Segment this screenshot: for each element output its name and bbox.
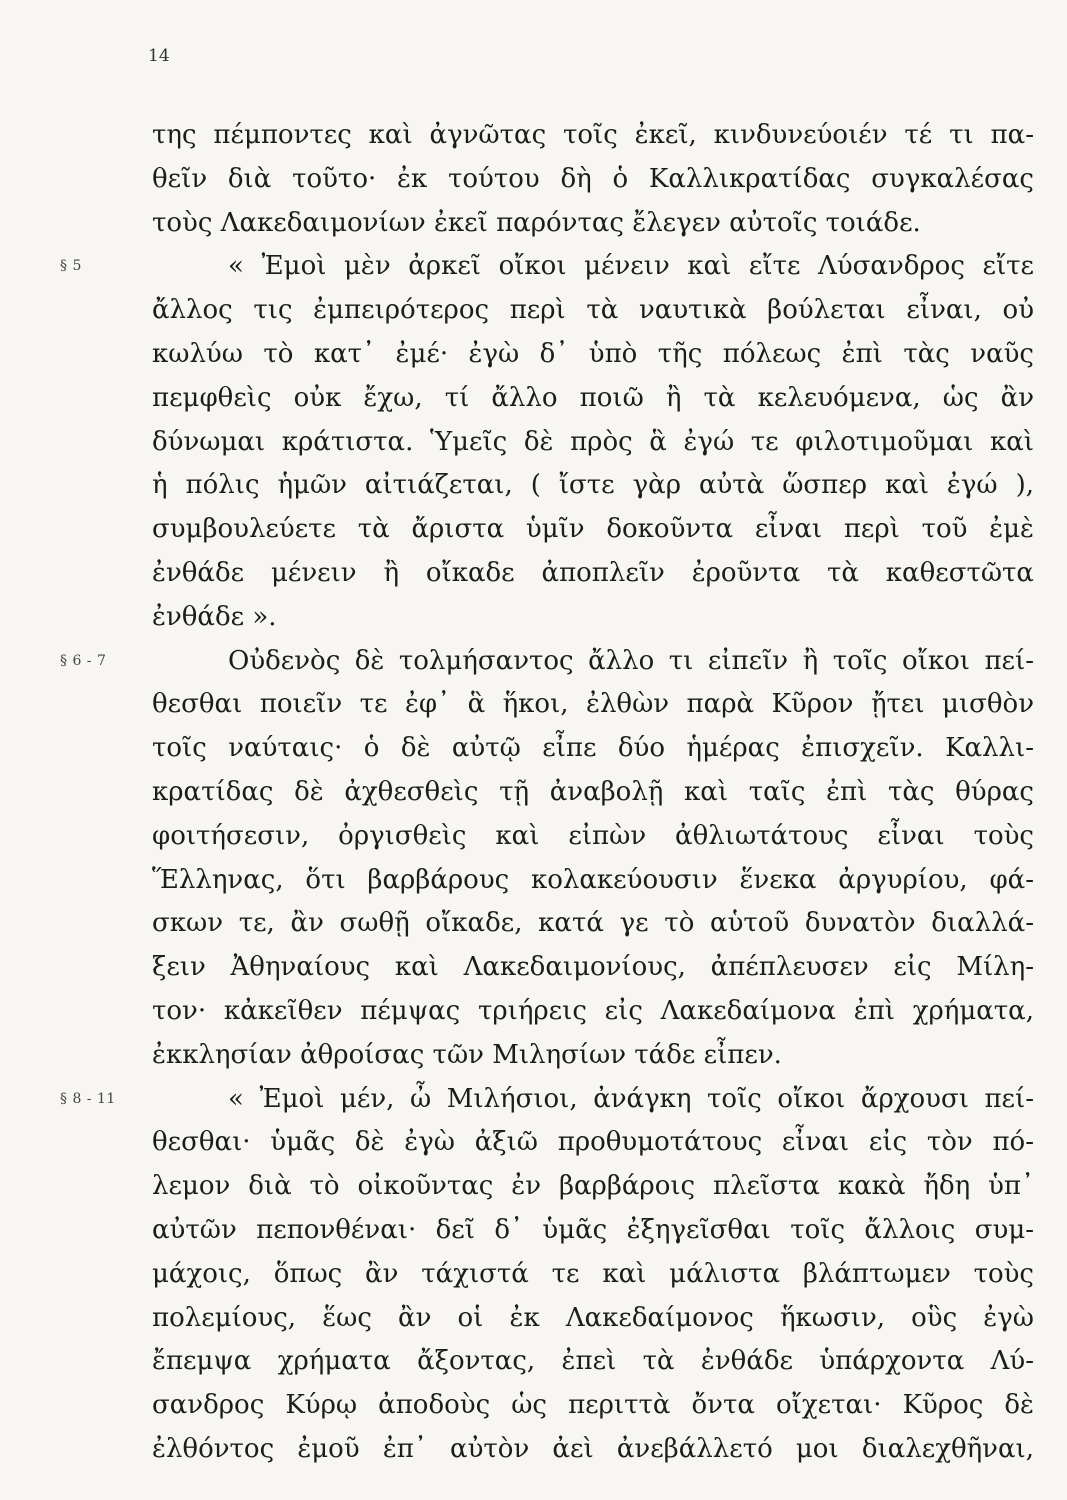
text-line: συμβουλεύετε τὰ ἄριστα ὑμῖν δοκοῦντα εἶναι περὶ τοῦ ἐμὲ [152,514,1034,545]
section-marker: § 8 - 11 [60,1090,116,1107]
text-line-with-section [60,245,1034,289]
text-line: κωλύω τὸ κατ᾽ ἐμέ· ἐγὼ δ᾽ ὑπὸ τῆς πόλεως ἐπὶ τὰς ναῦς [152,338,1034,369]
text-line-content: « Ἐμοὶ μέν, ὦ Μιλήσιοι, ἀνάγκη τοῖς οἴκοι ἄρχουσι πεί- [228,1083,1034,1114]
text-line: θεσθαι ποιεῖν τε ἐφ᾽ ἃ ἥκοι, ἐλθὼν παρὰ Κῦρον ᾔτει μισθὸν [152,689,1034,720]
body-text [60,114,1034,1472]
section-marker: § 5 [60,258,82,275]
text-line: ἐνθάδε μένειν ἢ οἴκαδε ἀποπλεῖν ἐροῦντα τὰ καθεστῶτα [152,557,1034,588]
text-line: ἡ πόλις ἡμῶν αἰτιάζεται, ( ἴστε γὰρ αὐτὰ ὥσπερ καὶ ἐγώ ), [152,470,1034,501]
text-line: θεσθαι· ὑμᾶς δὲ ἐγὼ ἀξιῶ προθυμοτάτους εἶναι εἰς τὸν πό- [152,1127,1034,1158]
text-line-with-section [60,640,1034,684]
text-line: τον· κἀκεῖθεν πέμψας τριήρεις εἰς Λακεδαίμονα ἐπὶ χρήματα, [152,995,1034,1026]
text-line: κρατίδας δὲ ἀχθεσθεὶς τῇ ἀναβολῇ καὶ ταῖς ἐπὶ τὰς θύρας [152,776,1034,807]
text-line-content: Οὐδενὸς δὲ τολμήσαντος ἄλλο τι εἰπεῖν ἢ τοῖς οἴκοι πεί- [228,645,1034,676]
text-line: πεμφθεὶς οὐκ ἔχω, τί ἄλλο ποιῶ ἢ τὰ κελευόμενα, ὡς ἂν [152,382,1034,413]
text-line: μάχοις, ὅπως ἂν τάχιστά τε καὶ μάλιστα βλάπτωμεν τοὺς [152,1258,1034,1289]
page-number: 14 [148,46,170,66]
text-line: Ἕλληνας, ὅτι βαρβάρους κολακεύουσιν ἕνεκα ἀργυρίου, φά- [152,864,1034,895]
section-marker: § 6 - 7 [60,652,107,669]
text-line: αὐτῶν πεπονθέναι· δεῖ δ᾽ ὑμᾶς ἐξηγεῖσθαι τοῖς ἄλλοις συμ- [152,1214,1034,1245]
text-line: ἐκκλησίαν ἀθροίσας τῶν Μιλησίων τάδε εἶπεν. [152,1039,782,1070]
text-line: ξειν Ἀθηναίους καὶ Λακεδαιμονίους, ἀπέπλευσεν εἰς Μίλη- [152,952,1034,983]
text-line: φοιτήσεσιν, ὀργισθεὶς καὶ εἰπὼν ἀθλιωτάτους εἶναι τοὺς [152,820,1034,851]
text-line: πολεμίους, ἕως ἂν οἱ ἐκ Λακεδαίμονος ἥκωσιν, οὓς ἐγὼ [152,1302,1034,1333]
text-line: ἄλλος τις ἐμπειρότερος περὶ τὰ ναυτικὰ βούλεται εἶναι, οὐ [152,295,1034,326]
text-line: τοὺς Λακεδαιμονίων ἐκεῖ παρόντας ἔλεγεν αὐτοῖς τοιάδε. [152,207,921,238]
text-line: σκων τε, ἂν σωθῇ οἴκαδε, κατά γε τὸ αὑτοῦ δυνατὸν διαλλά- [152,908,1034,939]
text-line-content: « Ἐμοὶ μὲν ἀρκεῖ οἴκοι μένειν καὶ εἴτε Λύσανδρος εἴτε [228,251,1034,282]
text-line: δύνωμαι κράτιστα. Ὑμεῖς δὲ πρὸς ἃ ἐγώ τε φιλοτιμοῦμαι καὶ [152,426,1034,457]
text-line-with-section [60,1078,1034,1122]
text-line: σανδρος Κύρῳ ἀποδοὺς ὡς περιττὰ ὄντα οἴχεται· Κῦρος δὲ [152,1390,1034,1421]
text-line: ἐνθάδε ». [152,601,277,632]
text-line: λεμον διὰ τὸ οἰκοῦντας ἐν βαρβάροις πλεῖστα κακὰ ἤδη ὑπ᾽ [152,1171,1034,1202]
text-line: ἐλθόντος ἐμοῦ ἐπ᾽ αὐτὸν ἀεὶ ἀνεβάλλετό μοι διαλεχθῆναι, [152,1433,1034,1464]
text-line: θεῖν διὰ τοῦτο· ἐκ τούτου δὴ ὁ Καλλικρατίδας συγκαλέσας [152,163,1034,194]
text-line: ἔπεμψα χρήματα ἄξοντας, ἐπεὶ τὰ ἐνθάδε ὑπάρχοντα Λύ- [152,1346,1034,1377]
text-line: της πέμποντες καὶ ἀγνῶτας τοῖς ἐκεῖ, κινδυνεύοιέν τέ τι πα- [152,120,1034,150]
text-line: τοῖς ναύταις· ὁ δὲ αὐτῷ εἶπε δύο ἡμέρας ἐπισχεῖν. Καλλι- [152,733,1034,764]
